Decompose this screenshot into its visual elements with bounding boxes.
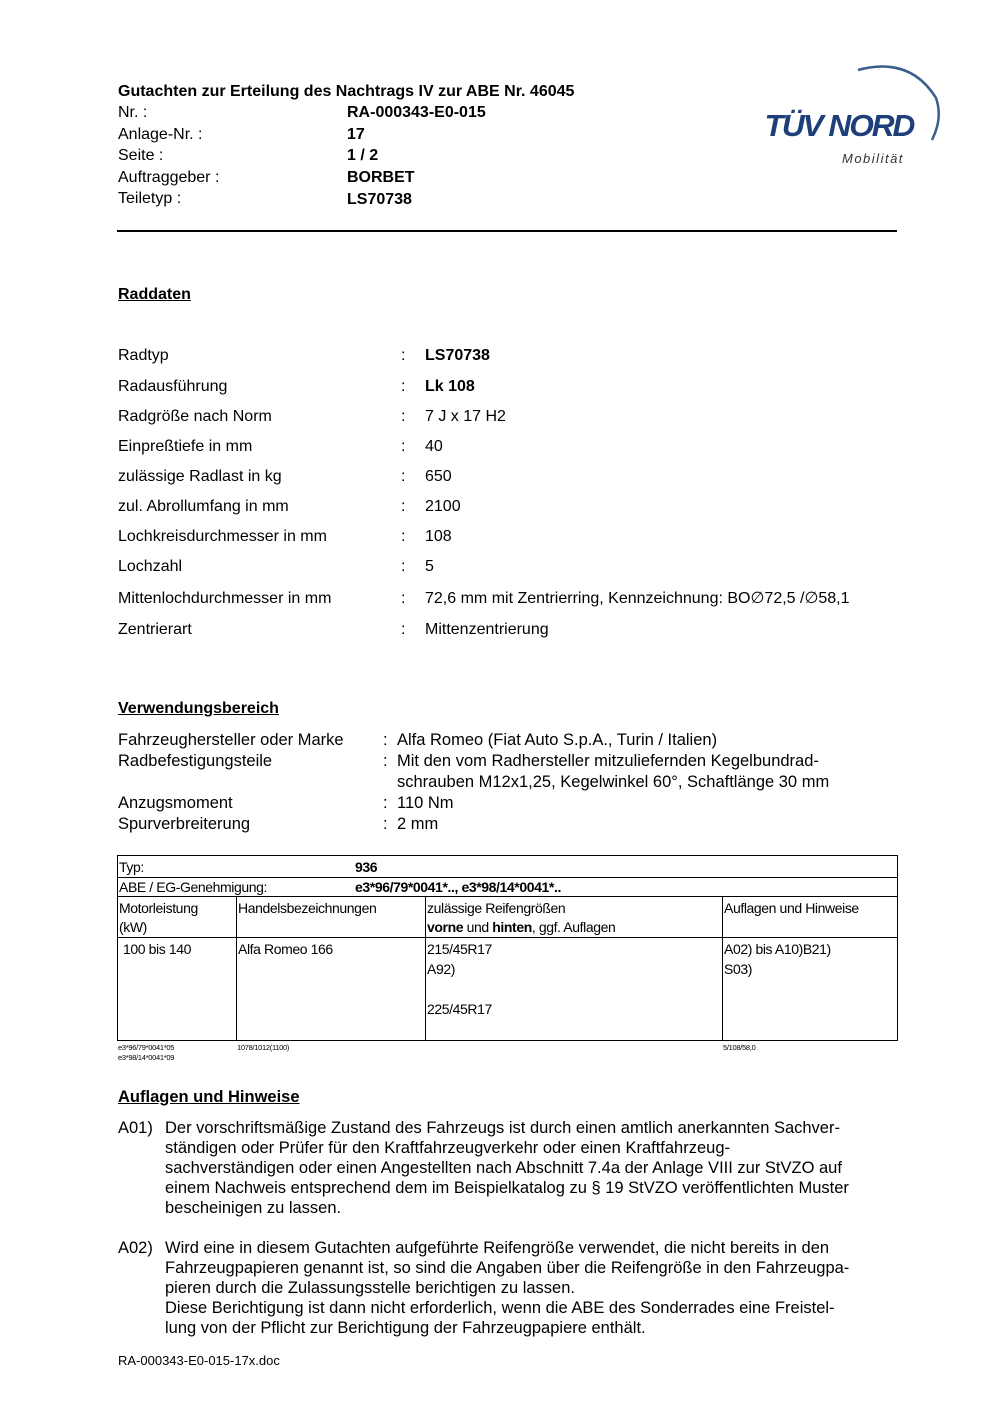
header-value-auftraggeber: BORBET <box>347 169 415 186</box>
auflage-line: Wird eine in diesem Gutachten aufgeführte Reifengröße verwendet, die nicht bereits in den <box>165 1239 830 1257</box>
table-header-handelsbezeichnungen: Handelsbezeichnungen <box>238 900 377 916</box>
auflage-line: bescheinigen zu lassen. <box>165 1199 342 1217</box>
vw-colon: : <box>383 731 388 749</box>
table-border-right <box>897 855 898 1041</box>
auflage-text-a01 <box>165 1118 849 1218</box>
table-border-bottom <box>117 1040 898 1041</box>
vw-value-hersteller: Alfa Romeo (Fiat Auto S.p.A., Turin / Italien) <box>397 731 718 749</box>
rad-colon: : <box>401 621 406 638</box>
table-col-divider <box>722 896 723 1041</box>
table-col-divider <box>425 896 426 1041</box>
rad-label-zentrierart: Zentrierart <box>118 621 192 638</box>
table-border-top <box>117 855 898 856</box>
table-header-kw: (kW) <box>119 919 147 935</box>
vw-label-hersteller: Fahrzeughersteller oder Marke <box>118 731 344 749</box>
rad-value-mittenloch: 72,6 mm mit Zentrierring, Kennzeichnung: BO∅72,5 /∅58,1 <box>425 590 850 607</box>
table-foot-abe1: e3*96/79*0041*05 <box>118 1043 175 1052</box>
footer-filename: RA-000343-E0-015-17x.doc <box>118 1353 280 1368</box>
rad-label-lochkreis: Lochkreisdurchmesser in mm <box>118 528 327 545</box>
rad-colon: : <box>401 498 406 515</box>
vw-colon: : <box>383 752 388 770</box>
table-header-reifen-sub: vorne und hinten, ggf. Auflagen <box>427 919 616 935</box>
table-header-motorleistung: Motorleistung <box>119 900 198 916</box>
rad-colon: : <box>401 438 406 455</box>
document-title: Gutachten zur Erteilung des Nachtrags IV zur ABE Nr. 46045 <box>118 83 575 100</box>
rad-colon: : <box>401 347 406 364</box>
table-cell-kw: 100 bis 140 <box>123 941 191 957</box>
table-abe-value: e3*96/79*0041*.., e3*98/14*0041*.. <box>355 879 561 895</box>
header-label-auftraggeber: Auftraggeber : <box>118 169 220 186</box>
auflage-line: ständigen oder Prüfer für den Kraftfahrzeugverkehr oder einen Kraftfahrzeug- <box>165 1139 730 1157</box>
rad-label-lochzahl: Lochzahl <box>118 558 183 575</box>
header-value-nr: RA-000343-E0-015 <box>347 104 486 121</box>
rad-colon: : <box>401 378 406 395</box>
table-cell-tire1: 215/45R17 <box>427 941 492 957</box>
rad-value-ausfuehrung: Lk 108 <box>425 378 475 395</box>
table-foot-dims: 1078/1012(1100) <box>237 1043 290 1052</box>
auflage-line: Diese Berichtigung ist dann nicht erforderlich, wenn die ABE des Sonderrades eine Freistel- <box>165 1299 835 1317</box>
rad-label-mittenloch: Mittenlochdurchmesser in mm <box>118 590 332 607</box>
rad-label-einpresstiefe: Einpreßtiefe in mm <box>118 438 253 455</box>
vw-value-spur: 2 mm <box>397 815 439 833</box>
rad-label-abrollumfang: zul. Abrollumfang in mm <box>118 498 289 515</box>
table-col-divider <box>236 896 237 1041</box>
vw-colon: : <box>383 815 388 833</box>
logo-wordmark: TÜV NORD <box>764 108 914 143</box>
vw-label-spur: Spurverbreiterung <box>118 815 251 833</box>
header-label-nr: Nr. : <box>118 104 148 121</box>
rad-colon: : <box>401 528 406 545</box>
table-typ-label: Typ: <box>119 859 144 875</box>
header-label-anlage: Anlage-Nr. : <box>118 126 203 143</box>
rad-label-groesse: Radgröße nach Norm <box>118 408 272 425</box>
rad-value-lochkreis: 108 <box>425 528 452 545</box>
table-foot-lk: 5/108/58,0 <box>723 1043 756 1052</box>
table-cell-tire1-note: A92) <box>427 961 455 977</box>
vw-value-befestigung-cont: schrauben M12x1,25, Kegelwinkel 60°, Schaftlänge 30 mm <box>397 773 830 791</box>
table-header-reifen: zulässige Reifengrößen <box>427 900 566 916</box>
auflage-line: lung von der Pflicht zur Berichtigung der Fahrzeugpapiere enthält. <box>165 1319 646 1337</box>
rad-value-zentrierart: Mittenzentrierung <box>425 621 549 638</box>
table-cell-hint1: A02) bis A10)B21) <box>724 941 831 957</box>
logo-subtitle: Mobilität <box>842 151 904 166</box>
table-header-auflagen: Auflagen und Hinweise <box>724 900 859 916</box>
table-rule <box>117 937 898 938</box>
vw-colon: : <box>383 794 388 812</box>
header-label-seite: Seite : <box>118 147 164 164</box>
auflage-line: sachverständigen oder einen Angestellten nach Abschnitt 7.4a der Anlage VIII zur StVZO auf <box>165 1159 842 1177</box>
table-abe-label: ABE / EG-Genehmigung: <box>119 879 268 895</box>
vw-value-anzugsmoment: 110 Nm <box>397 794 454 812</box>
auflage-line: Der vorschriftsmäßige Zustand des Fahrzeugs ist durch einen amtlich anerkannten Sachver- <box>165 1119 840 1137</box>
raddaten-heading: Raddaten <box>118 286 191 303</box>
auflage-text-a02 <box>165 1238 849 1338</box>
header-label-teiletyp: Teiletyp : <box>118 190 182 207</box>
rad-colon: : <box>401 558 406 575</box>
auflage-code-a02: A02) <box>118 1239 153 1257</box>
tuev-nord-logo <box>760 58 950 173</box>
rad-colon: : <box>401 408 406 425</box>
auflage-line: pieren durch die Zulassungsstelle berichtigen zu lassen. <box>165 1279 575 1297</box>
vw-value-befestigung: Mit den vom Radhersteller mitzuliefernden Kegelbundrad- <box>397 752 819 770</box>
header-divider <box>117 230 897 232</box>
auflagen-heading: Auflagen und Hinweise <box>118 1088 300 1106</box>
vw-label-anzugsmoment: Anzugsmoment <box>118 794 233 812</box>
header-value-seite: 1 / 2 <box>347 147 379 164</box>
rad-label-radlast: zulässige Radlast in kg <box>118 468 282 485</box>
rad-value-lochzahl: 5 <box>425 558 434 575</box>
rad-label-ausfuehrung: Radausführung <box>118 378 228 395</box>
rad-colon: : <box>401 590 406 607</box>
table-border-left <box>117 855 118 1041</box>
table-typ-value: 936 <box>355 859 378 875</box>
rad-value-einpresstiefe: 40 <box>425 438 443 455</box>
rad-value-abrollumfang: 2100 <box>425 498 461 515</box>
auflage-line: einem Nachweis entsprechend dem im Beispielkatalog zu § 19 StVZO veröffentlichten Muster <box>165 1179 849 1197</box>
auflage-code-a01: A01) <box>118 1119 153 1137</box>
rad-value-radtyp: LS70738 <box>425 347 490 364</box>
rad-colon: : <box>401 468 406 485</box>
table-foot-abe2: e3*98/14*0041*09 <box>118 1053 175 1062</box>
vw-label-befestigung: Radbefestigungsteile <box>118 752 273 770</box>
table-cell-tire2: 225/45R17 <box>427 1001 492 1017</box>
rad-value-radlast: 650 <box>425 468 452 485</box>
table-cell-name: Alfa Romeo 166 <box>238 941 333 957</box>
auflage-line: Fahrzeugpapieren genannt ist, so sind die Angaben über die Reifengröße in den Fahrzeugpa- <box>165 1259 850 1277</box>
header-value-anlage: 17 <box>347 126 365 143</box>
table-cell-hint2: S03) <box>724 961 752 977</box>
verwendung-heading: Verwendungsbereich <box>118 700 279 717</box>
rad-value-groesse: 7 J x 17 H2 <box>425 408 506 425</box>
header-value-teiletyp: LS70738 <box>347 191 412 208</box>
rad-label-radtyp: Radtyp <box>118 347 169 364</box>
